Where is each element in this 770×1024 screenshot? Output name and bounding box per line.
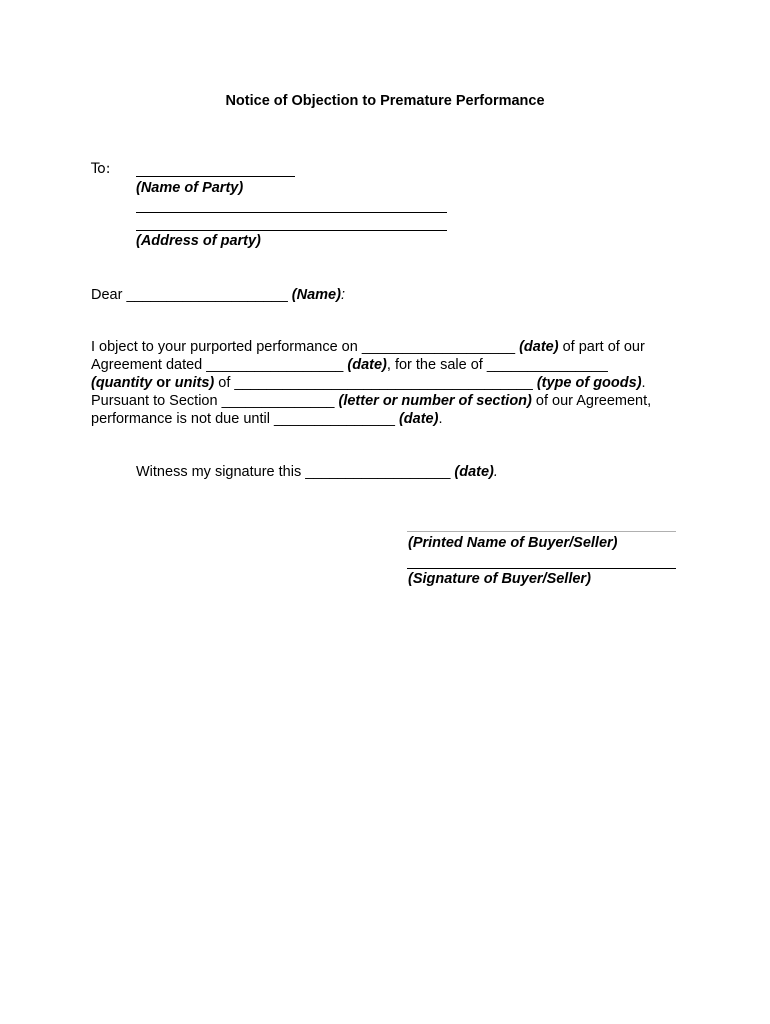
printed-name-caption: (Printed Name of Buyer/Seller) <box>408 535 618 551</box>
printed-name-line <box>407 531 676 532</box>
body-text: . <box>438 411 443 427</box>
type-of-goods-caption: (type of goods) <box>536 375 642 391</box>
to-label: To: <box>91 161 111 177</box>
body-text: . <box>641 375 646 391</box>
date-caption: (date) <box>398 411 439 427</box>
salutation <box>91 286 345 304</box>
address-of-party-caption: (Address of party) <box>136 233 261 249</box>
units-caption: units) <box>174 375 215 391</box>
body-text: Pursuant to Section ______________ <box>91 393 339 409</box>
body-line-1 <box>91 338 691 356</box>
witness-date-caption: (date) <box>454 464 494 480</box>
body-text: I object to your purported performance on ___________________ <box>91 339 520 355</box>
body-text: of part of our <box>558 339 645 355</box>
dear-text: Dear <box>91 287 123 303</box>
address-blank-line-1 <box>136 212 447 213</box>
signature-caption: (Signature of Buyer/Seller) <box>408 571 591 587</box>
body-text: Agreement dated _________________ <box>91 357 348 373</box>
salutation-name-caption: (Name) <box>291 287 341 303</box>
body-text: of our Agreement, <box>531 393 652 409</box>
witness-line <box>136 463 498 481</box>
objection-paragraph <box>91 338 691 428</box>
quantity-caption: (quantity <box>91 375 153 391</box>
witness-period: . <box>493 464 498 480</box>
salutation-blank: ____________________ <box>126 287 288 303</box>
body-line-2 <box>91 356 691 374</box>
name-of-party-caption: (Name of Party) <box>136 180 244 196</box>
document-title: Notice of Objection to Premature Performance <box>225 93 545 109</box>
salutation-colon: : <box>340 287 345 303</box>
witness-text: Witness my signature this __________________ <box>136 464 455 480</box>
signature-line <box>407 568 676 569</box>
date-caption: (date) <box>519 339 559 355</box>
or-text: or <box>152 375 175 391</box>
body-text: of _____________________________________ <box>214 375 537 391</box>
body-line-5 <box>91 410 691 428</box>
body-line-4 <box>91 392 691 410</box>
section-caption: (letter or number of section) <box>338 393 532 409</box>
date-caption: (date) <box>347 357 387 373</box>
to-name-blank <box>136 176 295 177</box>
body-line-3 <box>91 374 691 392</box>
address-blank-line-2 <box>136 230 447 231</box>
body-text: performance is not due until _______________ <box>91 411 399 427</box>
body-text: , for the sale of _______________ <box>386 357 608 373</box>
